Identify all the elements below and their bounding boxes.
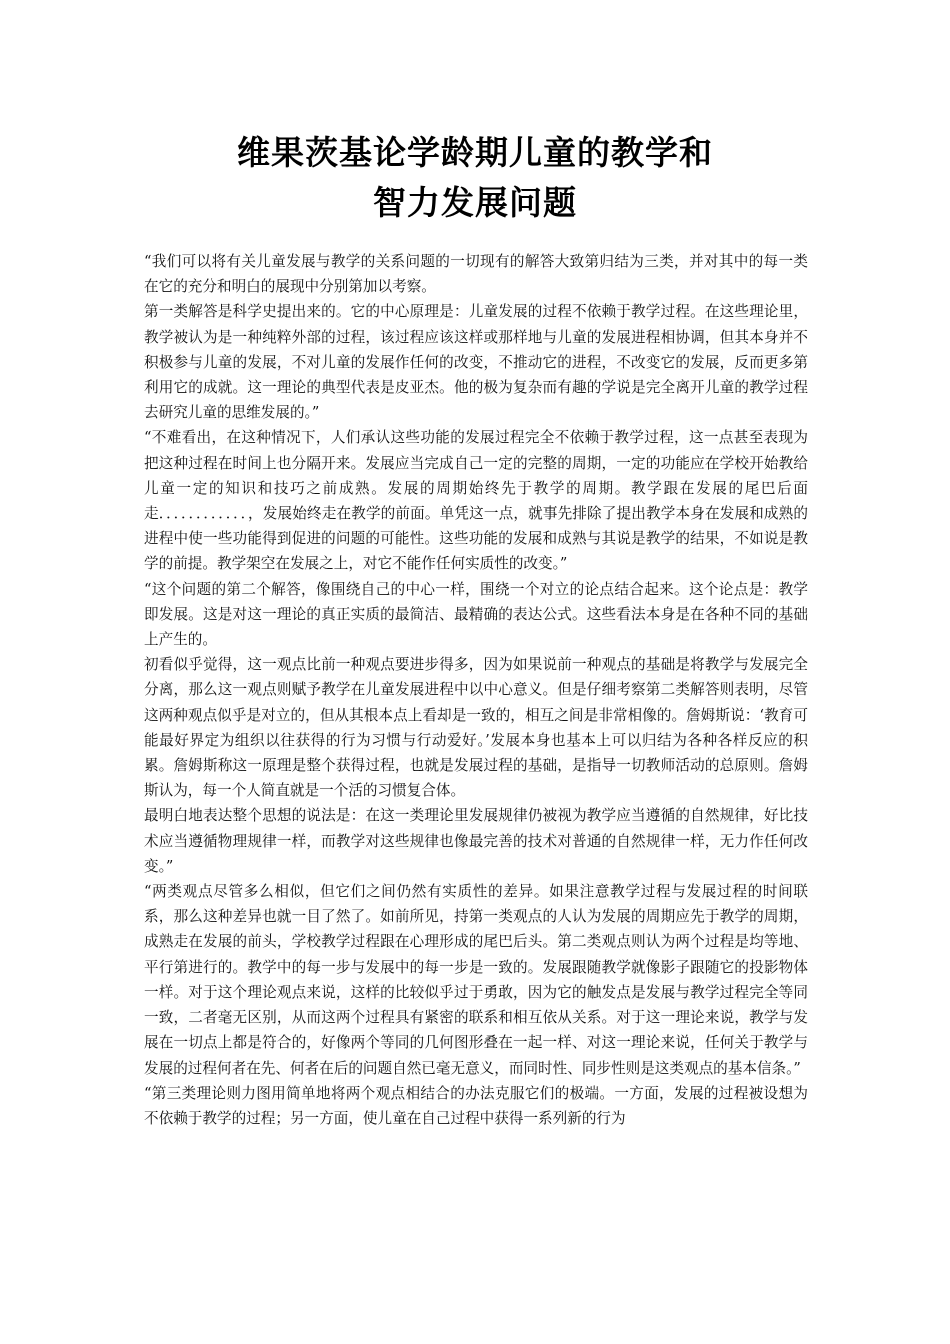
paragraph: “这个问题的第二个解答，像围绕自己的中心一样，围绕一个对立的论点结合起来。这个论点是：教学即发展。这是对这一理论的真正实质的最简洁、最精确的表达公式。这些看法本身是在各种不同的基础上产生的。 — [144, 580, 808, 649]
paragraph: “不难看出，在这种情况下，人们承认这些功能的发展过程完全不依赖于教学过程，这一点甚至表现为把这种过程在时间上也分隔开来。发展应当完成自己一定的完整的周期，一定的功能应在学校开始教给儿童一定的知识和技巧之前成熟。发展的周期始终先于教学的周期。教学跟在发展的尾巴后面走．．．．．．．．．．．．，发展始终走在教学的前面。单凭这一点，就事先排除了提出教学本身在发展和成熟的进程中使一些功能得到促进的问题的可能性。这些功能的发展和成熟与其说是教学的结果，不如说是教学的前提。教学架空在发展之上，对它不能作任何实质性的改变。” — [144, 429, 808, 573]
paragraph: “两类观点尽管多么相似，但它们之间仍然有实质性的差异。如果注意教学过程与发展过程的时间联系，那么这种差异也就一目了然了。如前所见，持第一类观点的人认为发展的周期应先于教学的周期，成熟走在发展的前头，学校教学过程跟在心理形成的尾巴后头。第二类观点则认为两个过程是均等地、平行第进行的。教学中的每一步与发展中的每一步是一致的。发展跟随教学就像影子跟随它的投影物体一样。对于这个理论观点来说，这样的比较似乎过于勇敢，因为它的触发点是发展与教学过程完全等同一致，二者毫无区别，从而这两个过程具有紧密的联系和相互依从关系。对于这一理论来说，教学与发展在一切点上都是符合的，好像两个等同的几何图形叠在一起一样、对这一理论来说，任何关于教学与发展的过程何者在先、何者在后的问题自然已毫无意义，而同时性、同步性则是这类观点的基本信条。” — [144, 883, 808, 1077]
paragraph: 初看似乎觉得，这一观点比前一种观点要进步得多，因为如果说前一种观点的基础是将教学与发展完全分离，那么这一观点则赋予教学在儿童发展进程中以中心意义。但是仔细考察第二类解答则表明，尽管这两种观点似乎是对立的，但从其根本点上看却是一致的，相互之间是非常相像的。詹姆斯说：‘教育可能最好界定为组织以往获得的行为习惯与行动爱好。’发展本身也基本上可以归结为各种各样反应的积累。詹姆斯称这一原理是整个获得过程，也就是发展过程的基础，是指导一切教师活动的总原则。詹姆斯认为，每一个人简直就是一个活的习惯复合体。 — [144, 656, 808, 800]
paragraph: “第三类理论则力图用简单地将两个观点相结合的办法克服它们的极端。一方面，发展的过程被设想为不依赖于教学的过程；另一方面，使儿童在自己过程中获得一系列新的行为 — [144, 1084, 808, 1127]
paragraph: “我们可以将有关儿童发展与教学的关系问题的一切现有的解答大致第归结为三类，并对其中的每一类在它的充分和明白的展现中分别第加以考察。 — [144, 253, 808, 296]
paragraph: 最明白地表达整个思想的说法是：在这一类理论里发展规律仍被视为教学应当遵循的自然规律，好比技术应当遵循物理规律一样，而教学对这些规律也像最完善的技术对普通的自然规律一样，无力作任何改变。” — [144, 807, 808, 875]
document-body — [144, 249, 808, 1131]
title-line-1: 维果茨基论学龄期儿童的教学和 — [237, 133, 713, 172]
paragraph: 第一类解答是科学史提出来的。它的中心原理是：儿童发展的过程不依赖于教学过程。在这些理论里，教学被认为是一种纯粹外部的过程，该过程应该这样或那样地与儿童的发展进程相协调，但其本身并不积极参与儿童的发展，不对儿童的发展作任何的改变，不推动它的进程，不改变它的发展，反而更多第利用它的成就。这一理论的典型代表是皮亚杰。他的极为复杂而有趣的学说是完全离开儿童的教学过程去研究儿童的思维发展的。” — [144, 303, 808, 422]
document-title — [0, 128, 950, 228]
title-line-2: 智力发展问题 — [373, 183, 577, 222]
